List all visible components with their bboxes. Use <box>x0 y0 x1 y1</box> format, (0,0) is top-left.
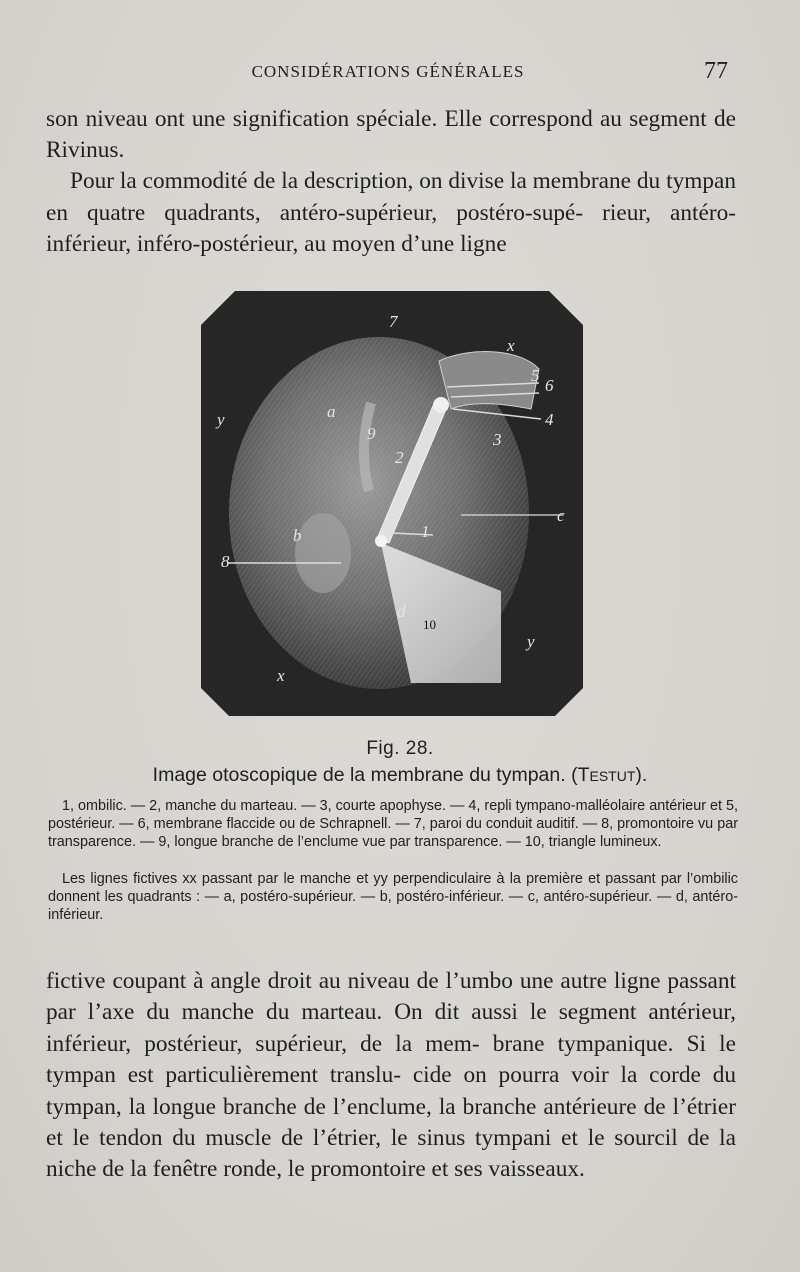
label-5: 5 <box>531 366 540 385</box>
label-1: 1 <box>421 522 430 541</box>
figure-title <box>0 764 800 787</box>
running-head <box>48 60 728 88</box>
figure-author: (Testut). <box>571 764 648 786</box>
flaccid-membrane <box>439 352 539 409</box>
label-x-bottom: x <box>277 666 285 685</box>
figure-legend-quadrants: Les lignes fictives xx passant par le manche et yy perpendiculaire à la première et passant par l’ombilic donnent les quadrants : — a, postéro-supérieur. — b, postéro-inférieur. — c, antéro-supérieur. — d, antéro-inférieur. <box>48 871 738 923</box>
label-y-left: y <box>217 410 225 429</box>
label-8: 8 <box>221 552 230 571</box>
paragraph-3: fictive coupant à angle droit au niveau de l’umbo une autre ligne passant par l’axe du manche du marteau. On dit aussi le segment antérieur, inférieur, postérieur, supérieur, de la mem- brane tympanique. Si le tympan est particulièrement translu- cide on pourra voir la corde du tympan, la longue branche de l’enclume, la branche antérieure de l’étrier et le tendon du muscle de l’étrier, le sinus tympani et le sourcil de la niche de la fenêtre ronde, le promontoire et ses vaisseaux. <box>46 968 736 1183</box>
tympanic-membrane-illustration <box>201 291 583 716</box>
label-10: 10 <box>423 617 436 632</box>
page-number: 77 <box>704 58 728 84</box>
figure-legend-items: 1, ombilic. — 2, manche du marteau. — 3, courte apophyse. — 4, repli tympano-malléolaire antérieur et 5, postérieur. — 6, membrane flaccide ou de Schrapnell. — 7, paroi du conduit auditif. — 8, promontoire vu par transparence. — 9, longue branche de l’enclume vue par transparence. — 10, triangle lumineux. <box>48 798 738 850</box>
umbo <box>375 535 387 547</box>
label-7: 7 <box>389 312 398 331</box>
otoscopic-figure <box>201 291 583 716</box>
label-b: b <box>293 526 302 545</box>
label-3: 3 <box>493 430 502 449</box>
body-text-top <box>46 104 736 260</box>
label-4: 4 <box>545 410 554 429</box>
label-x-top: x <box>507 336 515 355</box>
paragraph-1: son niveau ont une signification spéciale. Elle correspond au segment de Rivinus. <box>46 106 736 164</box>
label-a: a <box>327 402 336 421</box>
promontory <box>295 513 351 593</box>
label-y-right: y <box>527 632 535 651</box>
label-6: 6 <box>545 376 554 395</box>
body-text-bottom <box>46 966 736 1186</box>
label-c: c <box>557 506 565 525</box>
running-title: CONSIDÉRATIONS GÉNÉRALES <box>251 62 525 81</box>
label-2: 2 <box>395 448 404 467</box>
label-9: 9 <box>367 424 376 443</box>
label-d: d <box>397 602 406 621</box>
figure-number: Fig. 28. <box>366 738 434 759</box>
paragraph-2: Pour la commodité de la description, on divise la membrane du tympan en quatre quadrants, antéro-supérieur, postéro-supé- rieur, antéro-inférieur, inféro-postérieur, au moyen d’une ligne <box>46 168 736 257</box>
short-process <box>433 397 449 413</box>
figure-title-text: Image otoscopique de la membrane du tympan. <box>152 764 566 786</box>
